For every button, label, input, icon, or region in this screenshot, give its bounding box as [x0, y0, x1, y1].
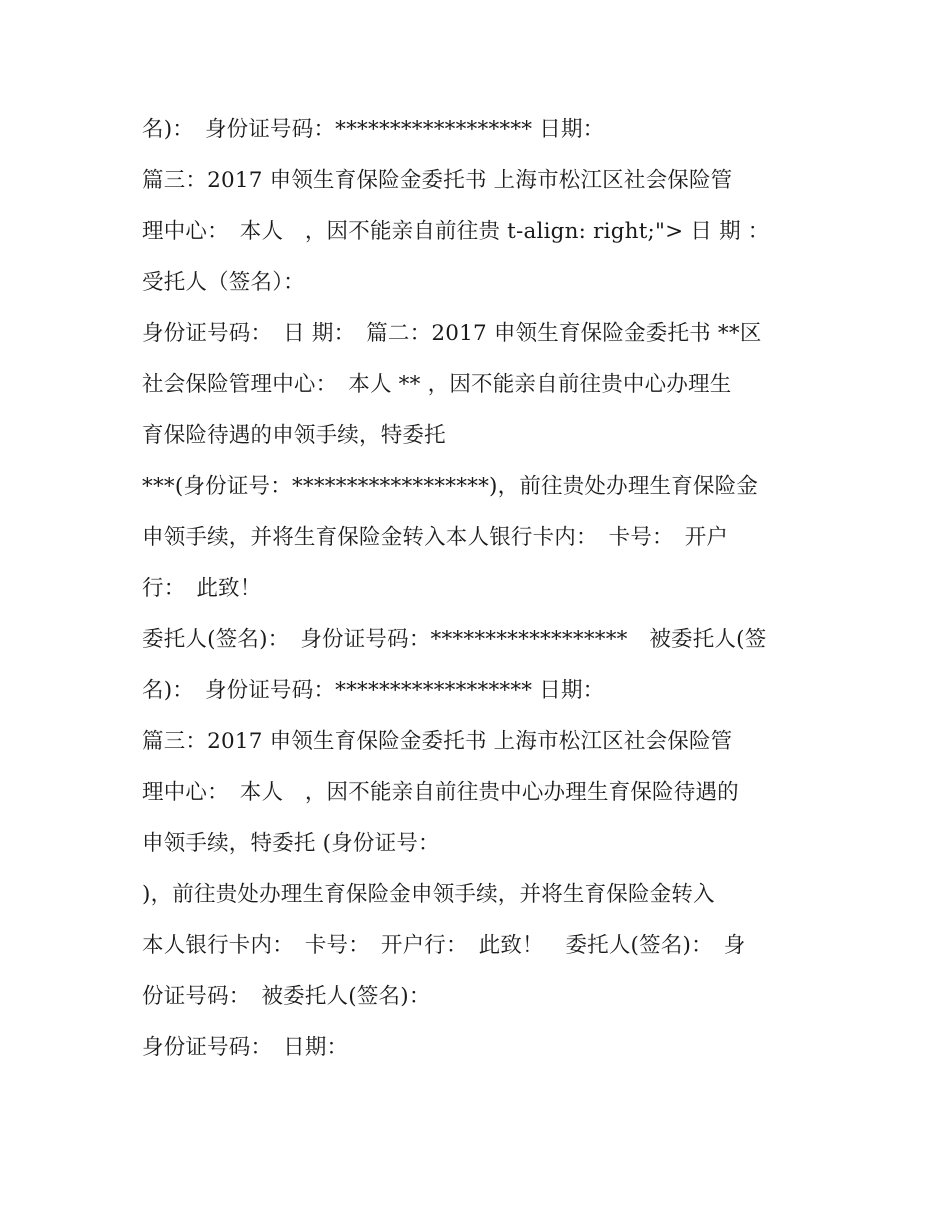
text-line: 名)： 身份证号码：****************** 日期： — [142, 678, 605, 703]
text-line: 委托人(签名)： 身份证号码：****************** 被委托人(签 — [142, 627, 767, 652]
text-line: 身份证号码： 日期： — [142, 1035, 349, 1060]
text-line: 身份证号码： 日 期： 篇二：2017 申领生育保险金委托书 **区 — [142, 321, 762, 346]
text-line: ***(身份证号：******************)，前往贵处办理生育保险金 — [142, 474, 759, 499]
text-line: 申领手续，特委托 (身份证号： — [142, 831, 440, 856]
text-line: 名)： 身份证号码：****************** 日期： — [142, 117, 605, 142]
document-body — [142, 104, 822, 1073]
text-line: )，前往贵处办理生育保险金申领手续，并将生育保险金转入 — [142, 882, 715, 907]
text-line: 理中心： 本人 ，因不能亲自前往贵中心办理生育保险待遇的 — [142, 780, 739, 805]
text-line: 育保险待遇的申领手续，特委托 — [142, 423, 446, 448]
text-line: 申领手续，并将生育保险金转入本人银行卡内： 卡号： 开户 — [142, 525, 729, 550]
text-line: 篇三：2017 申领生育保险金委托书 上海市松江区社会保险管 — [142, 168, 733, 193]
text-line: 受托人（签名）： — [142, 270, 305, 295]
text-line: 本人银行卡内： 卡号： 开户行： 此致！ 委托人(签名)： 身 — [142, 933, 746, 958]
text-line: 篇三：2017 申领生育保险金委托书 上海市松江区社会保险管 — [142, 729, 733, 754]
text-line: 行： 此致！ — [142, 576, 262, 601]
text-line: 社会保险管理中心： 本人 ** ，因不能亲自前往贵中心办理生 — [142, 372, 732, 397]
text-line: 理中心： 本人 ，因不能亲自前往贵 t-align: right;"> 日 期 ： — [142, 219, 770, 244]
text-line: 份证号码： 被委托人(签名)： — [142, 984, 431, 1009]
